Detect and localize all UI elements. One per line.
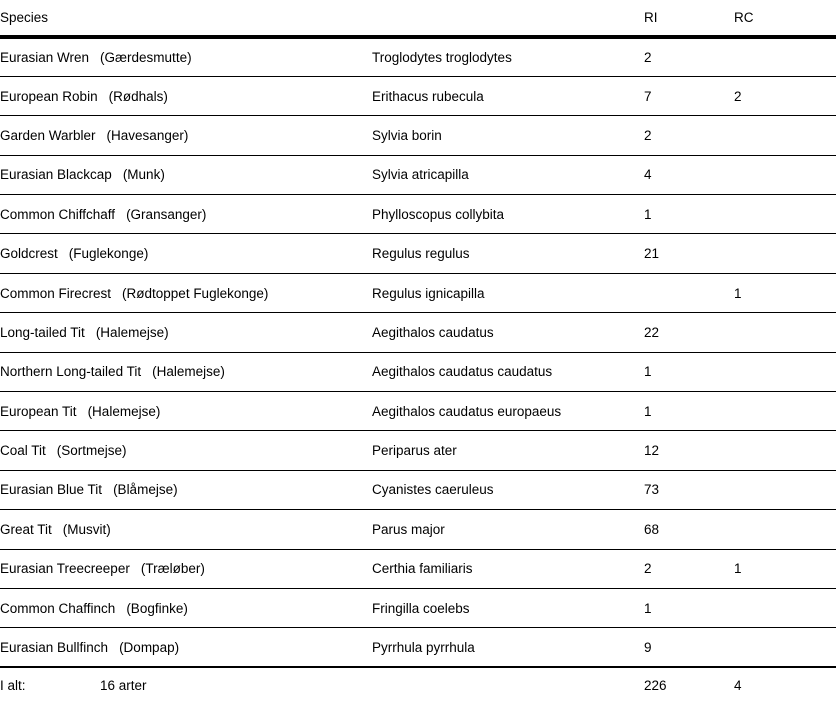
- species-cell: [0, 76, 372, 115]
- species-danish-name: (Halemejse): [152, 364, 225, 380]
- scientific-name: Periparus ater: [372, 431, 644, 470]
- species-danish-name: (Fuglekonge): [68, 246, 149, 262]
- totals-cell: [0, 667, 372, 702]
- species-cell: [0, 431, 372, 470]
- rc-value: [734, 431, 836, 470]
- scientific-name: Regulus regulus: [372, 234, 644, 273]
- species-cell: [0, 628, 372, 667]
- species-cell: [0, 470, 372, 509]
- rc-value: [734, 392, 836, 431]
- species-common-name: Eurasian Bullfinch: [0, 639, 109, 655]
- species-common-name: Coal Tit: [0, 443, 46, 459]
- table-row: [0, 273, 836, 312]
- species-common-name: Common Firecrest: [0, 285, 112, 301]
- species-count: 16 arter: [100, 677, 147, 693]
- table-row: [0, 628, 836, 667]
- table-row: [0, 510, 836, 549]
- species-danish-name: (Rødhals): [108, 88, 168, 104]
- scientific-name: Cyanistes caeruleus: [372, 470, 644, 509]
- species-danish-name: (Træløber): [140, 561, 205, 577]
- species-common-name: Goldcrest: [0, 246, 58, 262]
- species-common-name: Long-tailed Tit: [0, 324, 85, 340]
- scientific-name: Sylvia atricapilla: [372, 155, 644, 194]
- species-danish-name: (Gransanger): [126, 206, 207, 222]
- species-cell: [0, 313, 372, 352]
- species-cell: [0, 234, 372, 273]
- rc-value: [734, 37, 836, 76]
- ri-total: 226: [644, 667, 734, 702]
- rc-value: 1: [734, 273, 836, 312]
- species-danish-name: (Sortmejse): [56, 443, 127, 459]
- scientific-name: Fringilla coelebs: [372, 588, 644, 627]
- ri-value: 1: [644, 392, 734, 431]
- ri-value: 4: [644, 155, 734, 194]
- table-row: [0, 195, 836, 234]
- ri-value: 22: [644, 313, 734, 352]
- ri-value: 2: [644, 116, 734, 155]
- species-cell: [0, 195, 372, 234]
- scientific-name: Phylloscopus collybita: [372, 195, 644, 234]
- species-common-name: Eurasian Blue Tit: [0, 482, 103, 498]
- scientific-name: Troglodytes troglodytes: [372, 37, 644, 76]
- ri-value: 73: [644, 470, 734, 509]
- species-common-name: Great Tit: [0, 521, 52, 537]
- rc-value: [734, 352, 836, 391]
- species-cell: [0, 37, 372, 76]
- scientific-name: Erithacus rubecula: [372, 76, 644, 115]
- species-common-name: European Robin: [0, 88, 98, 104]
- table-row: [0, 549, 836, 588]
- ri-value: 2: [644, 549, 734, 588]
- rc-total: 4: [734, 667, 836, 702]
- species-danish-name: (Halemejse): [95, 324, 169, 340]
- table-row: [0, 234, 836, 273]
- species-common-name: Eurasian Blackcap: [0, 167, 112, 183]
- header-row: [0, 0, 836, 37]
- scientific-name: Certhia familiaris: [372, 549, 644, 588]
- rc-value: [734, 116, 836, 155]
- species-danish-name: (Dompap): [119, 639, 180, 655]
- species-common-name: Eurasian Wren: [0, 49, 90, 65]
- species-danish-name: (Rødtoppet Fuglekonge): [122, 285, 269, 301]
- table-row: [0, 470, 836, 509]
- scientific-name: Sylvia borin: [372, 116, 644, 155]
- rc-value: 2: [734, 76, 836, 115]
- table-row: [0, 313, 836, 352]
- species-cell: [0, 116, 372, 155]
- column-header-ri: RI: [644, 0, 734, 37]
- species-cell: [0, 352, 372, 391]
- table-row: [0, 116, 836, 155]
- ri-value: 2: [644, 37, 734, 76]
- rc-value: [734, 195, 836, 234]
- species-cell: [0, 588, 372, 627]
- rc-value: [734, 510, 836, 549]
- species-common-name: European Tit: [0, 403, 77, 419]
- column-header-species: Species: [0, 0, 372, 37]
- species-cell: [0, 510, 372, 549]
- scientific-name: Parus major: [372, 510, 644, 549]
- rc-value: [734, 155, 836, 194]
- rc-value: [734, 234, 836, 273]
- ri-value: 1: [644, 588, 734, 627]
- totals-label: I alt:: [0, 677, 26, 693]
- ri-value: [644, 273, 734, 312]
- ri-value: 1: [644, 195, 734, 234]
- table-row: [0, 352, 836, 391]
- table-row: [0, 155, 836, 194]
- species-common-name: Northern Long-tailed Tit: [0, 364, 142, 380]
- rc-value: [734, 628, 836, 667]
- rc-value: 1: [734, 549, 836, 588]
- table-row: [0, 76, 836, 115]
- scientific-name: Pyrrhula pyrrhula: [372, 628, 644, 667]
- ri-value: 12: [644, 431, 734, 470]
- scientific-name: Regulus ignicapilla: [372, 273, 644, 312]
- species-danish-name: (Bogfinke): [126, 600, 188, 616]
- ri-value: 68: [644, 510, 734, 549]
- rc-value: [734, 470, 836, 509]
- species-common-name: Common Chaffinch: [0, 600, 116, 616]
- scientific-name: Aegithalos caudatus caudatus: [372, 352, 644, 391]
- column-header-scientific: [372, 0, 644, 37]
- column-header-rc: RC: [734, 0, 836, 37]
- species-cell: [0, 549, 372, 588]
- table-row: [0, 588, 836, 627]
- table-row: [0, 392, 836, 431]
- rc-value: [734, 588, 836, 627]
- ri-value: 1: [644, 352, 734, 391]
- ri-value: 7: [644, 76, 734, 115]
- scientific-name: Aegithalos caudatus: [372, 313, 644, 352]
- species-common-name: Eurasian Treecreeper: [0, 561, 130, 577]
- species-danish-name: (Halemejse): [87, 403, 161, 419]
- totals-row: [0, 667, 836, 702]
- species-cell: [0, 273, 372, 312]
- species-common-name: Common Chiffchaff: [0, 206, 116, 222]
- species-cell: [0, 392, 372, 431]
- species-cell: [0, 155, 372, 194]
- species-danish-name: (Gærdesmutte): [100, 49, 192, 65]
- rc-value: [734, 313, 836, 352]
- table-row: [0, 431, 836, 470]
- ri-value: 21: [644, 234, 734, 273]
- species-common-name: Garden Warbler: [0, 127, 96, 143]
- ri-value: 9: [644, 628, 734, 667]
- table-row: [0, 37, 836, 76]
- totals-scientific-spacer: [372, 667, 644, 702]
- species-danish-name: (Havesanger): [106, 127, 189, 143]
- species-danish-name: (Musvit): [62, 521, 111, 537]
- species-danish-name: (Blåmejse): [113, 482, 178, 498]
- species-danish-name: (Munk): [122, 167, 165, 183]
- scientific-name: Aegithalos caudatus europaeus: [372, 392, 644, 431]
